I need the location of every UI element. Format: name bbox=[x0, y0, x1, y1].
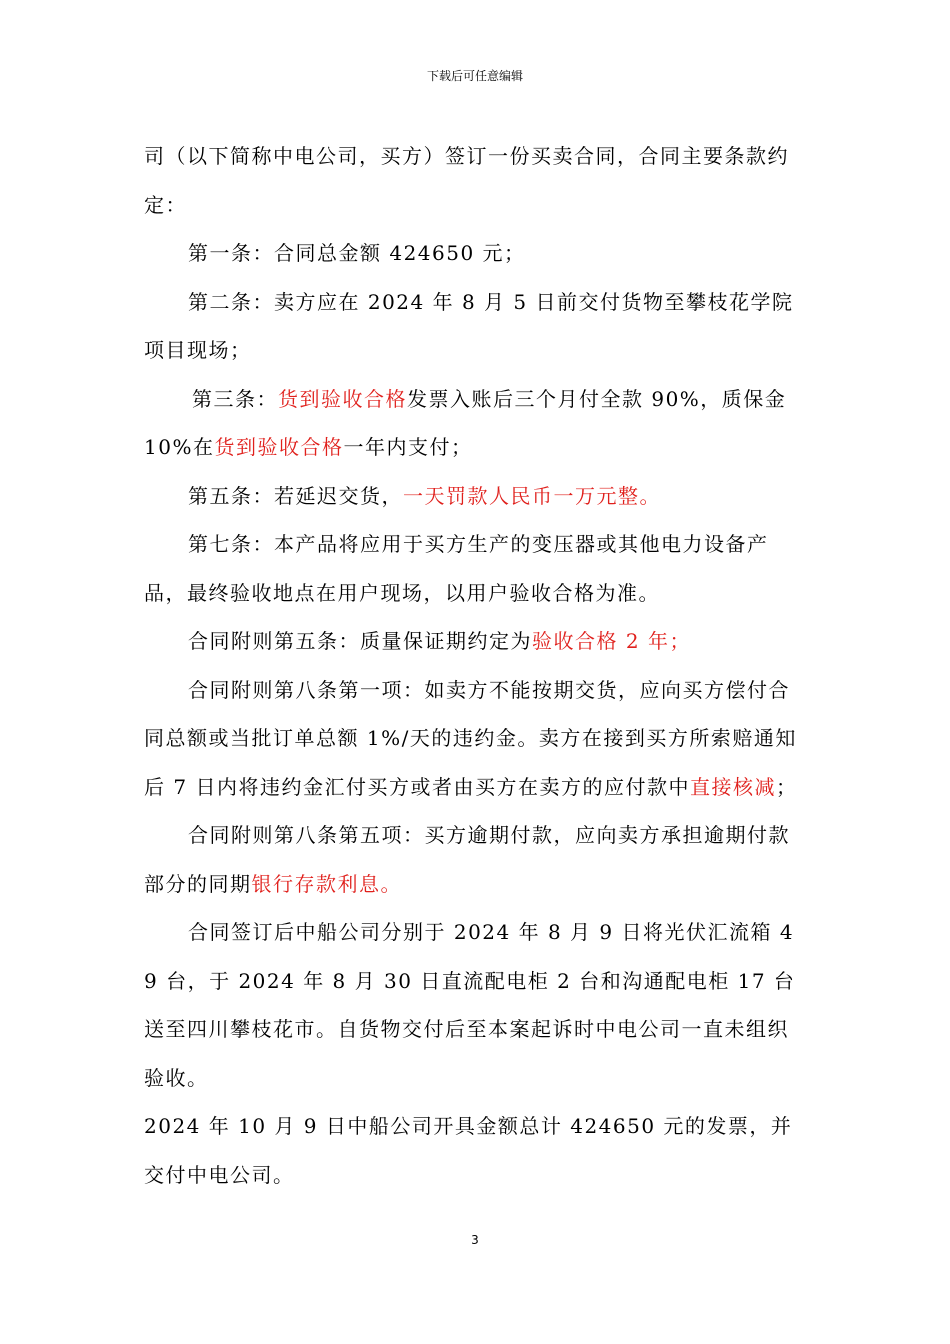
page-number: 3 bbox=[471, 1233, 479, 1247]
text-segment: 2024 年 10 月 9 日中船公司开具金额总计 424650 元的发票，并交付中电公司。 bbox=[144, 1114, 793, 1187]
highlighted-text: 货到验收合格 bbox=[214, 435, 344, 459]
paragraph-appendix-5 bbox=[144, 617, 808, 666]
paragraph-article-2 bbox=[144, 278, 808, 375]
highlighted-text: 验收合格 2 年； bbox=[532, 629, 691, 653]
highlighted-text: 银行存款利息。 bbox=[251, 871, 402, 896]
text-segment: 合同附则第五条：质量保证期约定为 bbox=[188, 629, 532, 653]
page-header: 下载后可任意编辑 bbox=[426, 69, 523, 83]
document-body bbox=[144, 132, 808, 1199]
paragraph-article-1 bbox=[144, 229, 808, 278]
paragraph-contract-intro bbox=[144, 132, 808, 229]
text-segment: 司（以下简称中电公司，买方）签订一份买卖合同，合同主要条款约定： bbox=[144, 144, 789, 217]
paragraph-appendix-8-1 bbox=[144, 666, 808, 812]
paragraph-article-5 bbox=[144, 472, 808, 521]
paragraph-article-7 bbox=[144, 520, 808, 617]
highlighted-text: 货到验收合格 bbox=[278, 386, 407, 411]
text-segment: 第五条：若延迟交货， bbox=[188, 483, 403, 508]
text-segment: 第三条： bbox=[192, 386, 278, 411]
text-segment: 合同签订后中船公司分别于 2024 年 8 月 9 日将光伏汇流箱 49 台，于 2024 年 8 月 30 日直流配电柜 2 台和沟通配电柜 17 台送至四川攀枝花市。自货物交付后至本案起诉时中电公司一直未组织验收。 bbox=[144, 920, 796, 1090]
highlighted-text: 直接核减 bbox=[689, 774, 776, 799]
text-segment: 合同附则第八条第一项：如卖方不能按期交货，应向买方偿付合同总额或当批订单总额 1%/天的违约金。卖方在接到买方所索赔通知后 7 日内将违约金汇付买方或者由买方在卖方的应付款中 bbox=[144, 677, 797, 799]
text-segment: 第七条：本产品将应用于买方生产的变压器或其他电力设备产品，最终验收地点在用户现场，以用户验收合格为准。 bbox=[144, 532, 769, 605]
paragraph-appendix-8-5 bbox=[144, 811, 808, 908]
text-segment: 第一条：合同总金额 424650 元； bbox=[188, 241, 526, 265]
highlighted-text: 一天罚款人民币一万元整。 bbox=[403, 483, 661, 508]
text-segment: 合同附则第八条第五项：买方逾期付款，应向卖方承担逾期付款部分的同期 bbox=[144, 823, 790, 896]
text-segment: 发票入账后三个月付全款 90%，质保金 10%在 bbox=[144, 386, 787, 459]
paragraph-article-3 bbox=[144, 375, 808, 472]
paragraph-invoice bbox=[144, 1102, 808, 1199]
text-segment: 一年内支付； bbox=[343, 435, 473, 459]
text-segment: 第二条：卖方应在 2024 年 8 月 5 日前交付货物至攀枝花学院项目现场； bbox=[144, 289, 794, 362]
paragraph-delivery bbox=[144, 908, 808, 1102]
text-segment: ； bbox=[775, 774, 798, 799]
